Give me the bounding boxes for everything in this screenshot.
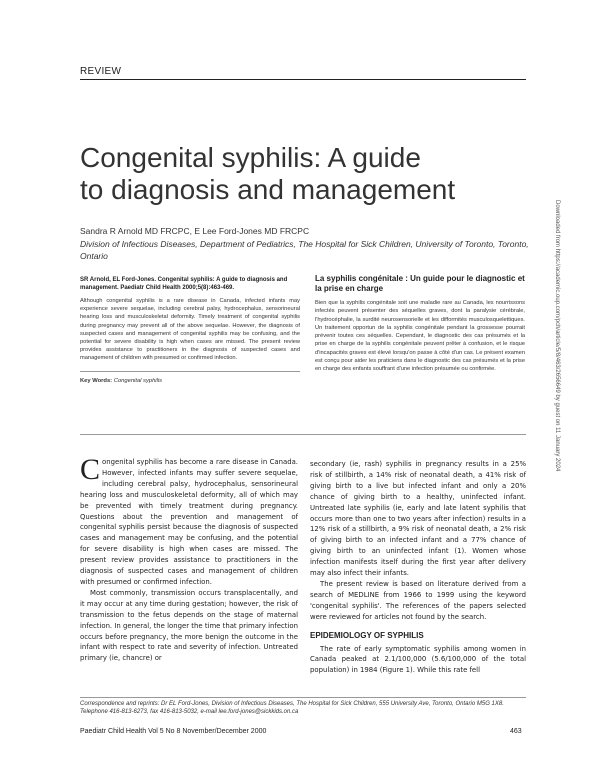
abstract-rule — [80, 371, 300, 372]
paragraph-intro — [80, 453, 298, 588]
body-column-right — [310, 459, 526, 676]
paragraph-risk: secondary (ie, rash) syphilis in pregnancy results in a 25% risk of stillbirth, a 14% risk of neonatal death, a 41% risk of giving birth to a live but infected infant and only a 20% chance of giving birth to a healthy, uninfected infant. Untreated late syphilis (ie, early and late latent syphilis that occurs more than one to two years after infection) results in a 12% risk of a stillbirth, a 9% risk of neonatal death, a 2% risk of giving birth to an infected infant and a 77% chance of giving birth to an uninfected infant (1). Women whose infection manifests itself during the first year after delivery may also infect their infants. — [310, 460, 526, 578]
article-title — [80, 142, 520, 206]
french-abstract — [315, 274, 525, 374]
french-title: La syphilis congénitale : Un guide pour le diagnostic et la prise en charge — [315, 274, 525, 293]
paragraph-methods: The present review is based on literature derived from a search of MEDLINE from 1966 to 1999 using the keyword 'congenital syphilis'. The references of the papers selected were reviewed for articles not found by the search. — [310, 579, 526, 621]
paragraph-intro-text: ongenital syphilis has become a rare disease in Canada. However, infected infants may suffer severe sequelae, including cerebral palsy, hydrocephalus, sensorineural hearing loss and musculoskeletal deformity, all of which may be prevented with timely treatment during pregnancy. Questions about the prevention and management of congenital syphilis persist because the diagnosis of suspected cases and management may be confusing, and the potential for severe disability is high when cases are missed. The present review provides assistance to practitioners in the diagnosis of suspected cases and management of children with presumed or confirmed infection. — [80, 458, 298, 586]
keywords — [80, 378, 300, 384]
english-abstract — [80, 276, 300, 384]
french-text: Bien que la syphilis congénitale soit une maladie rare au Canada, les nourrissons infectés peuvent présenter des séquelles graves, dont la paralysie cérébrale, l'hydrocéphalie, la surdité neurosensorielle et les difformités musculosquelettiques. Un traitement opportun de la syphilis congénitale pendant la grossesse pourrait prévenir toutes ces séquelles. Cependant, le diagnostic des cas présumés et la prise en charge de la syphilis congénitale peuvent prêter à confusion, et le risque d'incapacités graves est élevé lorsqu'on passe à côté d'un cas. Le présent examen est conçu pour aider les praticiens dans le diagnostic des cas présumés et la prise en charge des enfants souffrant d'une infection présumée ou confirmée. — [315, 300, 525, 373]
affiliation: Division of Infectious Diseases, Department of Pediatrics, The Hospital for Sick Children, University of Toronto, Toronto, Ontario — [80, 239, 529, 261]
header-rule — [80, 79, 526, 80]
title-line-1: Congenital syphilis: A guide — [80, 142, 421, 173]
journal-footer: Paediatr Child Health Vol 5 No 8 November/December 2000 — [80, 728, 267, 735]
abstract-divider — [80, 434, 526, 435]
drop-cap: C — [80, 453, 101, 486]
correspondence-note: Correspondence and reprints: Dr EL Ford-Jones, Division of Infectious Diseases, The Hospital for Sick Children, 555 University Ave, Toronto, Ontario M5G 1X8. Telephone 416-813-6273, fax 416-813-5032, e-mail lee.ford-jones@sickkids.on.ca — [80, 701, 504, 715]
footer-rule — [80, 697, 526, 698]
paragraph-transmission: Most commonly, transmission occurs transplacentally, and it may occur at any time during gestation; however, the risk of transmission to the fetus depends on the stage of maternal infection. In general, the longer the time that primary infection occurs before pregnancy, the more benign the outcome in the infant with respect to rate and severity of infection. Untreated primary (ie, chancre) or — [80, 588, 298, 663]
paragraph-epidemiology: The rate of early symptomatic syphilis among women in Canada peaked at 2.1/100,000 (5.6/100,000 of the total population) in 1984 (Figure 1). While this rate fell — [310, 644, 526, 675]
abstract-citation: SR Arnold, EL Ford-Jones. Congenital syphilis: A guide to diagnosis and management. Paediatr Child Health 2000;5(8):463-469. — [80, 277, 288, 291]
title-line-2: to diagnosis and management — [80, 174, 456, 205]
authors: Sandra R Arnold MD FRCPC, E Lee Ford-Jones MD FRCPC — [80, 226, 310, 236]
keywords-value: Congenital syphilis — [113, 377, 163, 384]
section-label: REVIEW — [80, 66, 122, 77]
abstract-text: Although congenital syphilis is a rare disease in Canada, infected infants may experience severe sequelae, including cerebral palsy, hydrocephalus, sensorineural hearing loss and musculoskeletal deformity. Timely treatment of congenital syphilis during pregnancy may prevent all of the above sequelae. However, the diagnosis of suspected cases and management of congenital syphilis may be confusing, and the potential for severe disability is high when cases are missed. The present review provides assistance to practitioners in the diagnosis of suspected cases and management of children with presumed or confirmed infection. — [80, 298, 300, 362]
keywords-label: Key Words: — [80, 377, 113, 384]
page-number: 463 — [510, 728, 522, 735]
body-column-left — [80, 453, 298, 664]
section-heading-epidemiology: EPIDEMIOLOGY OF SYPHILIS — [310, 630, 424, 640]
download-watermark: Downloaded from https://academic.oup.com/pch/article/5/8/463/2656649 by guest on 11 January 2024 — [554, 200, 560, 472]
